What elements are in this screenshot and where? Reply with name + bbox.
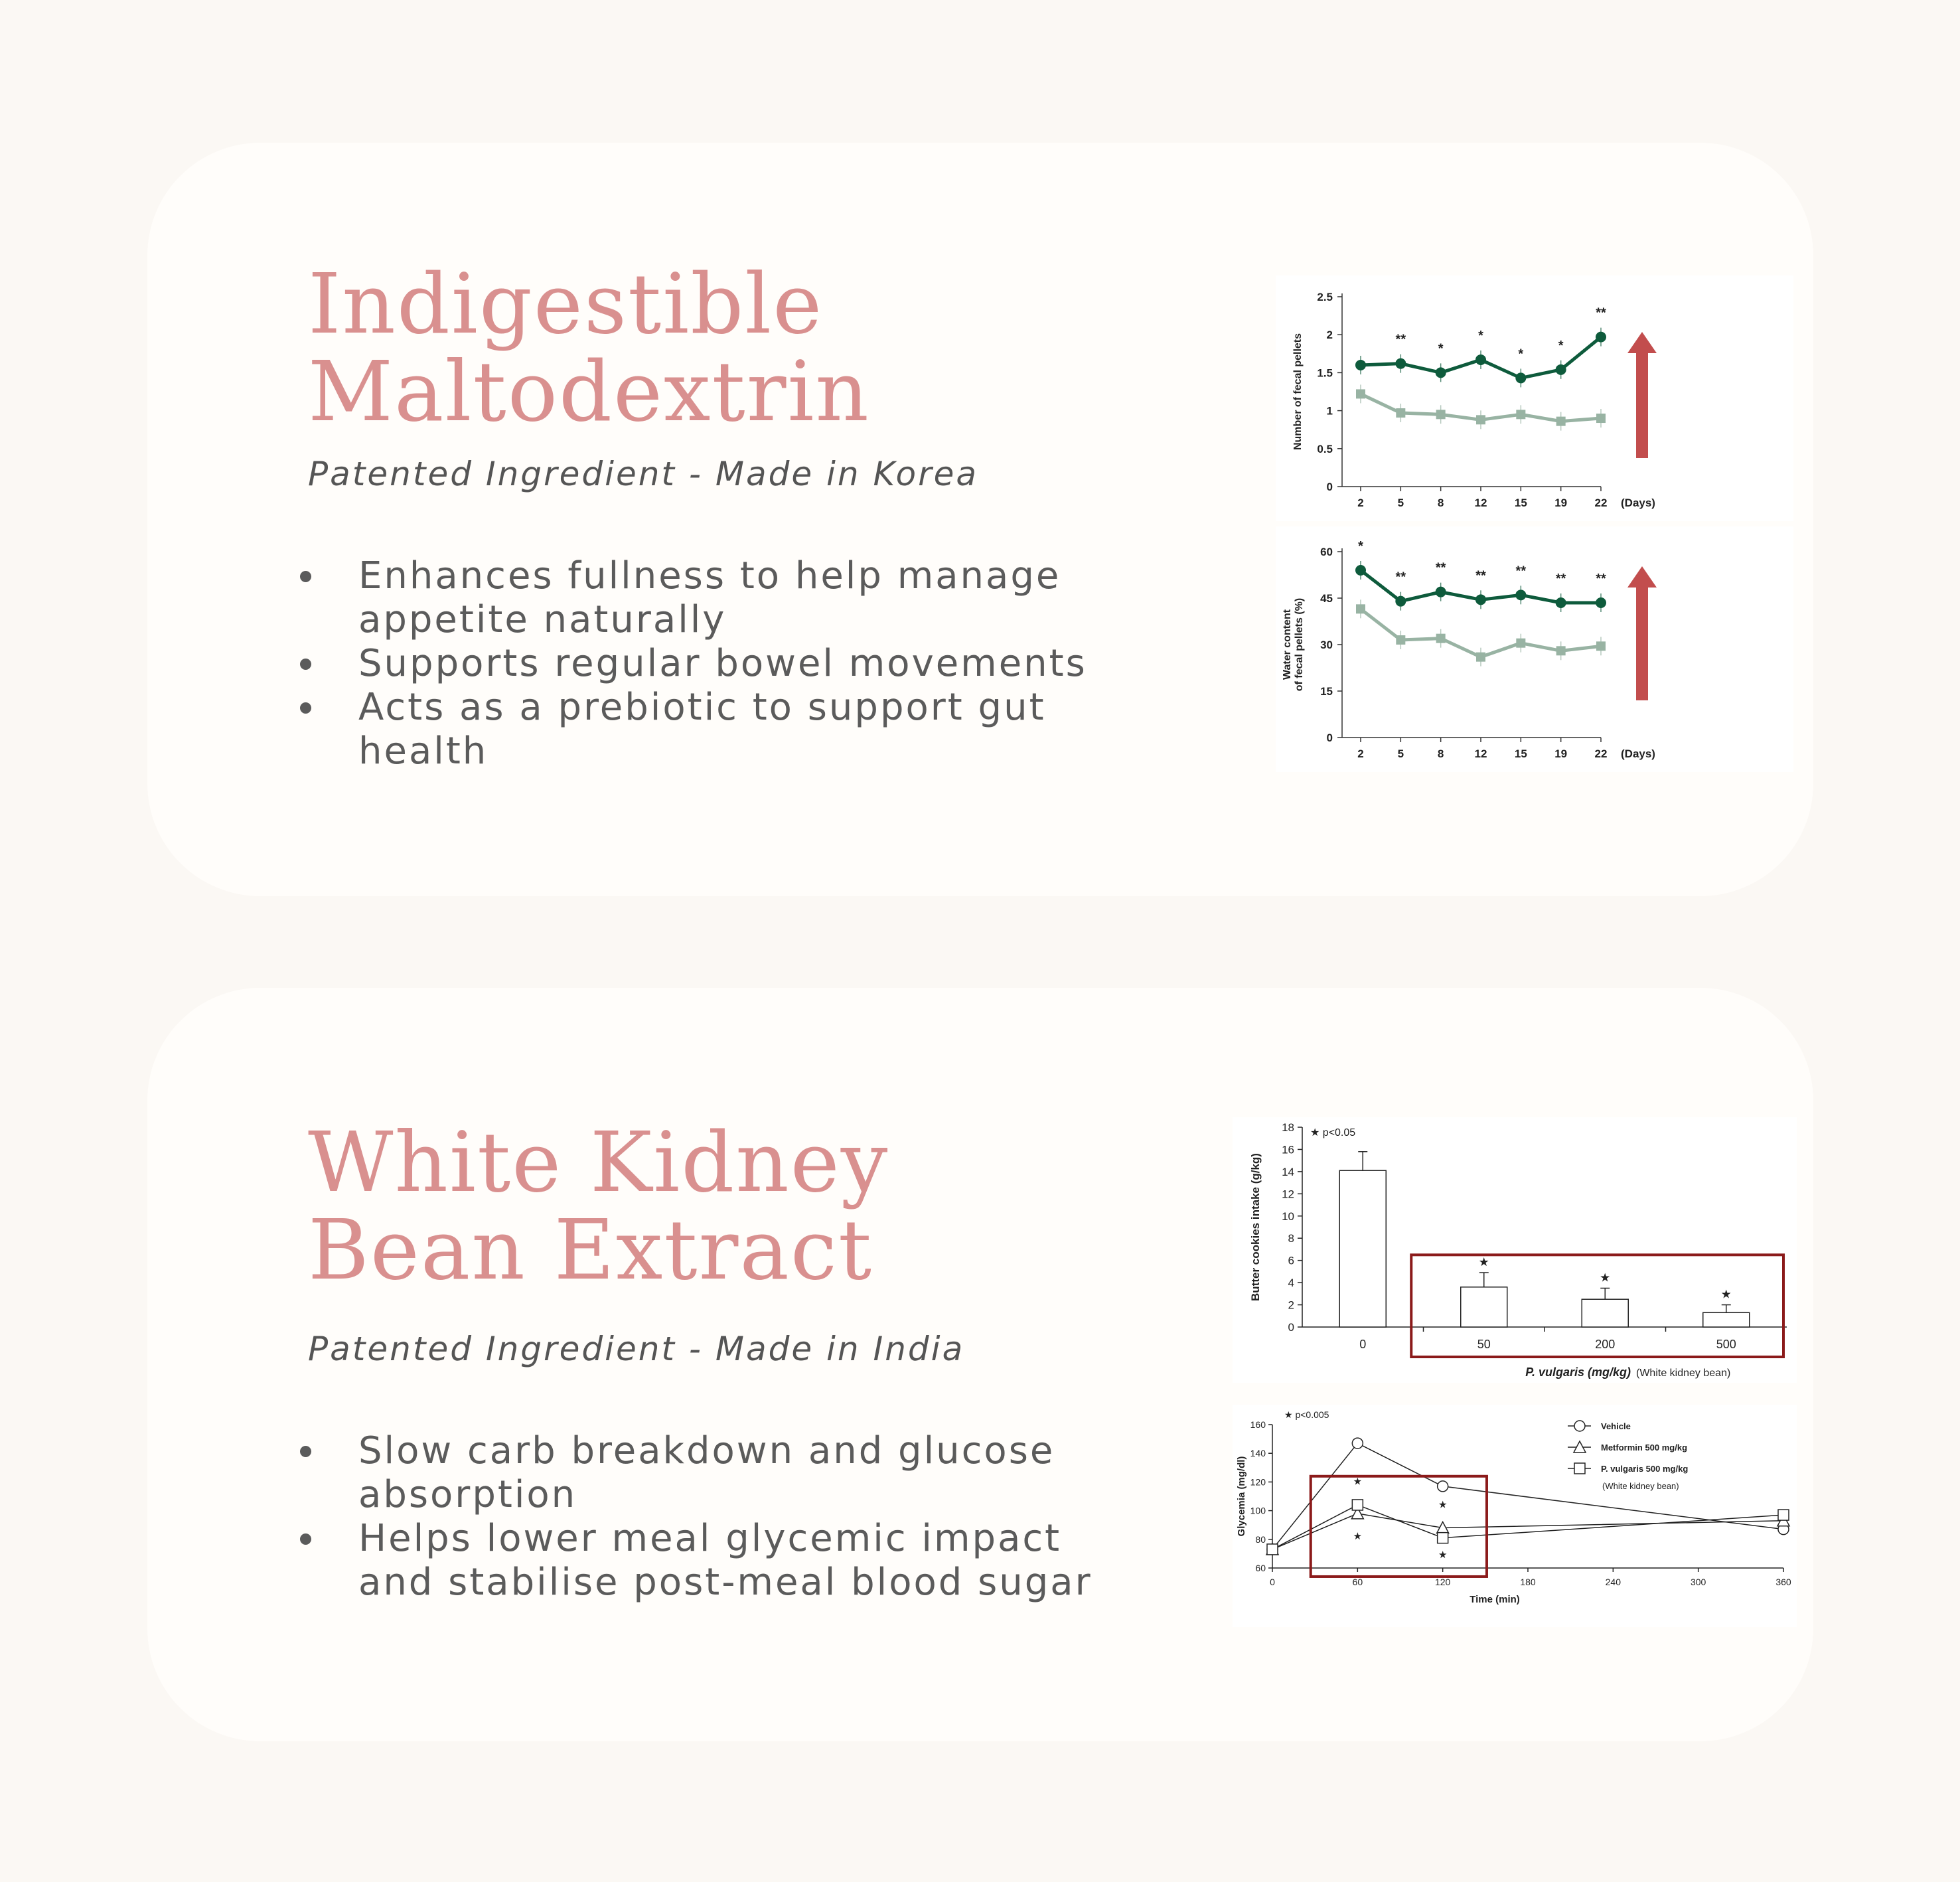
y-tick-label: 0: [1288, 1321, 1294, 1334]
x-tick-label: 300: [1690, 1577, 1706, 1587]
data-point: [1352, 1500, 1363, 1510]
ingredient-card-white-kidney-bean: [147, 988, 1813, 1741]
glycemia-chart-svg: [1233, 1405, 1797, 1627]
x-tick-label: 0: [1359, 1338, 1367, 1351]
significance-mark: **: [1596, 572, 1606, 586]
x-tick-label: 8: [1437, 497, 1444, 509]
significance-legend: ★ p<0.05: [1310, 1127, 1356, 1138]
y-tick-label: 140: [1250, 1448, 1266, 1459]
data-point: [1267, 1544, 1278, 1555]
x-axis-label: (Days): [1621, 497, 1655, 509]
title-line: Maltodextrin: [308, 344, 870, 440]
data-point: [1475, 594, 1486, 605]
significance-mark: ★: [1438, 1549, 1448, 1561]
x-tick-label: 360: [1775, 1577, 1791, 1587]
data-point: [1515, 589, 1526, 600]
y-tick-label: 80: [1255, 1533, 1266, 1545]
data-point: [1556, 417, 1566, 426]
bullet-dot-icon: [300, 702, 311, 714]
section-title: [308, 1115, 889, 1298]
significance-mark: ★: [1353, 1476, 1363, 1488]
y-tick-label: 1.5: [1317, 366, 1333, 380]
benefit-text: Slow carb breakdown and glucose absorption: [358, 1429, 1055, 1516]
x-tick-label: 15: [1514, 747, 1527, 760]
series-line: [1272, 1443, 1783, 1549]
y-tick-label: 16: [1282, 1143, 1294, 1156]
data-point: [1438, 1533, 1448, 1543]
fecal-pellets-chart: [1276, 275, 1793, 521]
ingredient-card-maltodextrin: [147, 143, 1813, 896]
y-tick-label: 45: [1320, 592, 1333, 605]
significance-mark: ★: [1438, 1499, 1448, 1511]
legend-note: (White kidney bean): [1602, 1481, 1679, 1491]
data-point: [1556, 597, 1566, 608]
series-line: [1272, 1514, 1783, 1549]
data-point: [1436, 410, 1446, 419]
y-tick-label: 2.5: [1317, 291, 1333, 303]
x-axis-label: Time (min): [1470, 1594, 1520, 1605]
bar: [1582, 1299, 1628, 1327]
x-tick-label: 180: [1520, 1577, 1536, 1587]
data-point: [1476, 653, 1485, 662]
significance-mark: ★: [1720, 1287, 1732, 1301]
x-tick-label: 50: [1477, 1338, 1491, 1351]
x-tick-label: 500: [1716, 1338, 1736, 1351]
x-tick-label: 2: [1357, 747, 1364, 760]
benefit-list: [290, 1429, 1106, 1605]
data-point: [1436, 634, 1446, 643]
y-tick-label: 18: [1282, 1121, 1294, 1134]
y-tick-label: 2: [1326, 329, 1333, 342]
y-tick-label: 100: [1250, 1505, 1266, 1516]
y-tick-label: 30: [1320, 639, 1333, 651]
up-arrow-icon: [1636, 352, 1648, 458]
data-point: [1395, 596, 1406, 607]
data-point: [1516, 410, 1525, 419]
x-tick-label: 5: [1397, 497, 1404, 509]
significance-mark: **: [1395, 570, 1406, 585]
legend-marker-icon: [1574, 1463, 1585, 1474]
data-point: [1436, 587, 1446, 597]
data-point: [1596, 597, 1606, 608]
data-point: [1438, 1481, 1448, 1492]
y-tick-label: 6: [1288, 1254, 1294, 1267]
data-point: [1556, 364, 1566, 375]
significance-mark: *: [1518, 347, 1524, 362]
benefit-item: [290, 686, 1106, 773]
significance-mark: *: [1438, 341, 1444, 356]
legend-marker-icon: [1574, 1421, 1585, 1431]
data-point: [1596, 641, 1606, 651]
significance-legend: ★ p<0.005: [1284, 1409, 1329, 1420]
y-axis-label: Glycemia (mg/dl): [1236, 1456, 1247, 1537]
bar: [1339, 1170, 1386, 1327]
x-tick-label: 15: [1514, 497, 1527, 509]
data-point: [1396, 408, 1405, 418]
benefit-item: [290, 642, 1106, 686]
benefit-text: Acts as a prebiotic to support gut health: [358, 686, 1046, 773]
data-point: [1352, 1438, 1363, 1449]
y-tick-label: 0: [1326, 732, 1333, 744]
x-tick-label: 60: [1352, 1577, 1363, 1587]
bar: [1703, 1312, 1750, 1327]
x-tick-label: 12: [1474, 497, 1487, 509]
y-tick-label: 15: [1320, 685, 1333, 698]
x-tick-label: 12: [1474, 747, 1487, 760]
y-axis-label: Water content: [1282, 609, 1293, 680]
bullet-dot-icon: [300, 1446, 311, 1457]
significance-mark: **: [1515, 564, 1527, 579]
water-content-chart-svg: [1276, 526, 1793, 772]
data-point: [1436, 367, 1446, 378]
y-tick-label: 60: [1320, 546, 1333, 558]
data-point: [1475, 354, 1486, 365]
benefit-text: Enhances fullness to help manage appetite naturally: [358, 554, 1061, 641]
x-tick-label: 2: [1357, 497, 1364, 509]
data-point: [1396, 635, 1405, 645]
bullet-dot-icon: [300, 571, 311, 582]
significance-mark: **: [1435, 560, 1446, 576]
benefit-text: Supports regular bowel movements: [358, 642, 1087, 685]
title-line: Indigestible: [308, 256, 824, 353]
data-point: [1476, 415, 1485, 424]
benefit-item: [290, 1517, 1106, 1605]
glycemia-chart: [1233, 1405, 1797, 1627]
bar: [1461, 1287, 1507, 1327]
data-point: [1778, 1510, 1789, 1520]
section-subtitle: Patented Ingredient - Made in Korea: [308, 455, 979, 493]
title-line: Bean Extract: [308, 1202, 873, 1298]
section-title: [308, 256, 870, 440]
data-point: [1515, 372, 1526, 383]
up-arrow-head-icon: [1627, 332, 1657, 353]
significance-mark: **: [1395, 332, 1406, 347]
data-point: [1596, 414, 1606, 423]
x-axis-note: (White kidney bean): [1636, 1368, 1731, 1379]
x-tick-label: 0: [1270, 1577, 1275, 1587]
x-tick-label: 120: [1434, 1577, 1451, 1587]
benefit-text: Helps lower meal glycemic impact and stabilise post-meal blood sugar: [358, 1517, 1093, 1604]
legend-label: Vehicle: [1601, 1421, 1631, 1431]
significance-mark: ★: [1600, 1271, 1611, 1285]
data-point: [1356, 389, 1365, 398]
water-content-chart: [1276, 526, 1793, 772]
y-tick-label: 0: [1326, 481, 1333, 493]
up-arrow-head-icon: [1627, 566, 1657, 588]
y-tick-label: 8: [1288, 1232, 1294, 1245]
fecal-pellets-chart-svg: [1276, 275, 1793, 521]
x-tick-label: 19: [1554, 497, 1568, 509]
x-tick-label: 8: [1437, 747, 1444, 760]
legend-label: Metformin 500 mg/kg: [1601, 1443, 1688, 1452]
data-point: [1355, 360, 1366, 370]
title-line: White Kidney: [308, 1115, 889, 1211]
data-point: [1556, 646, 1566, 655]
significance-mark: *: [1478, 328, 1483, 343]
x-tick-label: 200: [1595, 1338, 1616, 1351]
y-tick-label: 160: [1250, 1419, 1266, 1430]
benefit-item: [290, 554, 1106, 642]
significance-mark: **: [1475, 568, 1486, 584]
y-tick-label: 1: [1326, 404, 1333, 418]
y-axis-label: of fecal pellets (%): [1294, 597, 1305, 692]
benefit-list: [290, 554, 1106, 773]
significance-mark: **: [1555, 572, 1566, 586]
y-tick-label: 10: [1282, 1210, 1294, 1223]
bullet-dot-icon: [300, 1533, 311, 1545]
significance-mark: *: [1358, 539, 1363, 554]
up-arrow-icon: [1636, 586, 1648, 700]
y-tick-label: 12: [1282, 1188, 1294, 1201]
legend-label: P. vulgaris 500 mg/kg: [1601, 1464, 1689, 1474]
data-point: [1355, 565, 1366, 576]
y-tick-label: 60: [1255, 1563, 1266, 1573]
highlight-box: [1311, 1476, 1487, 1577]
data-point: [1395, 358, 1406, 369]
x-tick-label: 22: [1594, 497, 1608, 509]
benefit-item: [290, 1429, 1106, 1517]
x-axis-label: (Days): [1621, 747, 1655, 760]
y-tick-label: 14: [1282, 1165, 1294, 1178]
y-axis-label: Number of fecal pellets: [1292, 333, 1304, 451]
significance-mark: **: [1596, 305, 1606, 321]
bullet-dot-icon: [300, 659, 311, 670]
y-tick-label: 120: [1250, 1476, 1266, 1488]
series-line: [1272, 1505, 1783, 1549]
section-subtitle: Patented Ingredient - Made in India: [308, 1330, 965, 1368]
x-axis-label: P. vulgaris (mg/kg): [1525, 1366, 1631, 1379]
y-axis-label: Butter cookies intake (g/kg): [1249, 1153, 1262, 1301]
cookie-intake-chart: [1233, 1117, 1797, 1383]
y-tick-label: 0.5: [1317, 442, 1333, 455]
x-tick-label: 5: [1397, 747, 1404, 760]
significance-mark: *: [1558, 338, 1564, 353]
data-point: [1516, 639, 1525, 648]
data-point: [1356, 604, 1365, 613]
x-tick-label: 240: [1605, 1577, 1621, 1587]
significance-mark: ★: [1353, 1530, 1363, 1542]
y-tick-label: 4: [1288, 1277, 1294, 1290]
cookie-intake-chart-svg: [1233, 1117, 1797, 1383]
x-tick-label: 22: [1594, 747, 1608, 760]
data-point: [1596, 332, 1606, 343]
y-tick-label: 2: [1288, 1298, 1294, 1312]
x-tick-label: 19: [1554, 747, 1568, 760]
significance-mark: ★: [1478, 1255, 1489, 1269]
